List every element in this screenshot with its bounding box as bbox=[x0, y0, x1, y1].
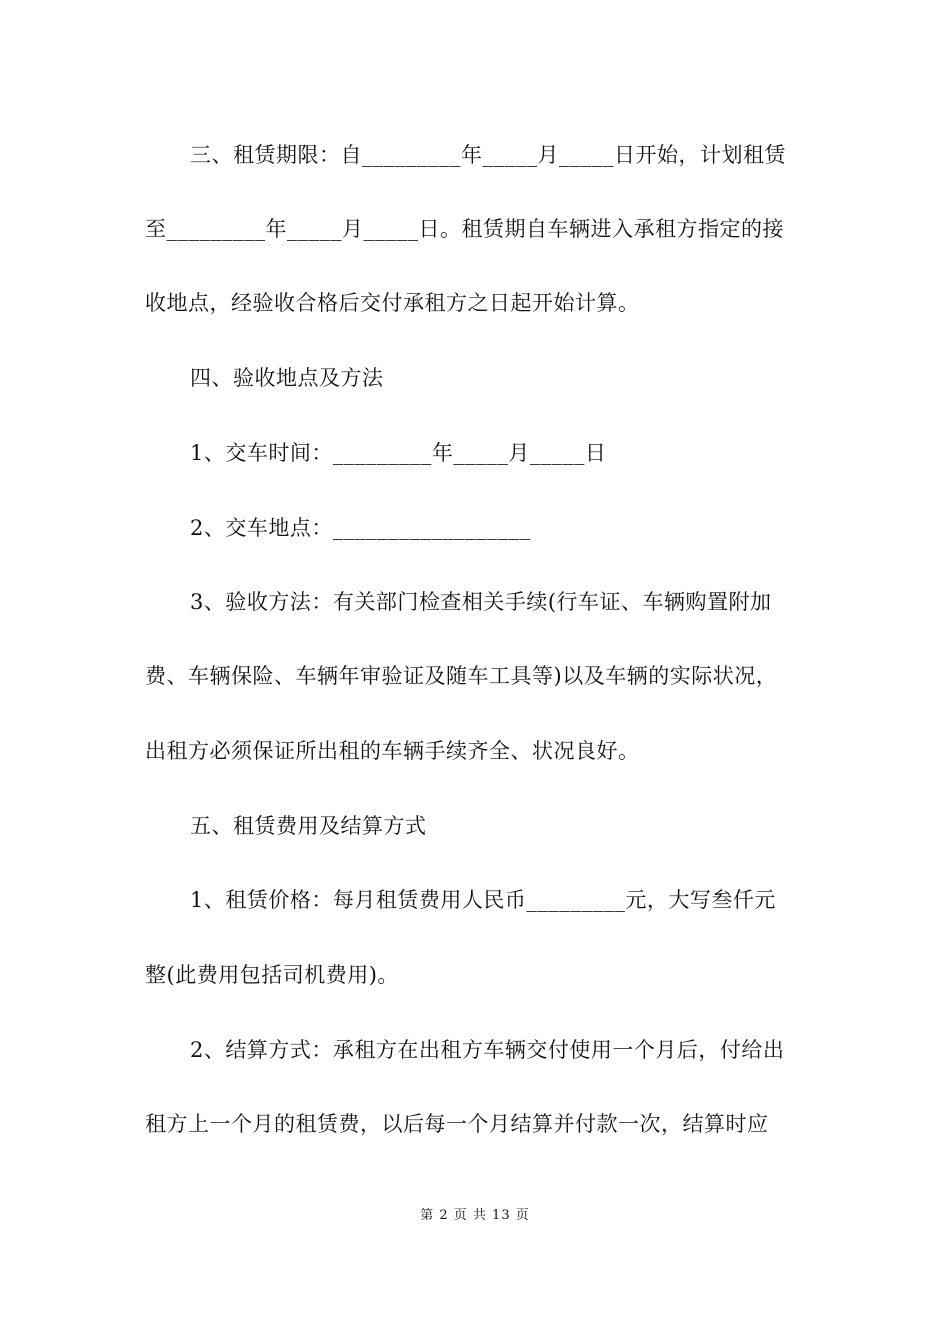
paragraph-line: 1、交车时间：_________年_____月_____日 bbox=[190, 441, 607, 465]
paragraph-line: 费、车辆保险、车辆年审验证及随车工具等)以及车辆的实际状况， bbox=[145, 664, 778, 688]
paragraph-line: 2、结算方式：承租方在出租方车辆交付使用一个月后，付给出 bbox=[190, 1038, 785, 1062]
section-heading: 四、验收地点及方法 bbox=[190, 366, 384, 390]
paragraph-line: 三、租赁期限：自_________年_____月_____日开始，计划租赁 bbox=[190, 143, 786, 167]
paragraph-line: 收地点，经验收合格后交付承租方之日起开始计算。 bbox=[145, 291, 640, 315]
paragraph-line: 3、验收方法：有关部门检查相关手续(行车证、车辆购置附加 bbox=[190, 590, 772, 614]
section-heading: 五、租赁费用及结算方式 bbox=[190, 814, 427, 838]
paragraph-line: 租方上一个月的租赁费，以后每一个月结算并付款一次，结算时应 bbox=[145, 1112, 769, 1136]
paragraph-line: 整(此费用包括司机费用)。 bbox=[145, 963, 399, 987]
paragraph-line: 至_________年_____月_____日。租赁期自车辆进入承租方指定的接 bbox=[145, 217, 784, 241]
paragraph-line: 1、租赁价格：每月租赁费用人民币_________元，大写叁仟元 bbox=[190, 888, 776, 912]
page-number-footer: 第 2 页 共 13 页 bbox=[420, 1208, 530, 1223]
paragraph-line: 2、交车地点：__________________ bbox=[190, 516, 531, 540]
paragraph-line: 出租方必须保证所出租的车辆手续齐全、状况良好。 bbox=[145, 739, 640, 763]
